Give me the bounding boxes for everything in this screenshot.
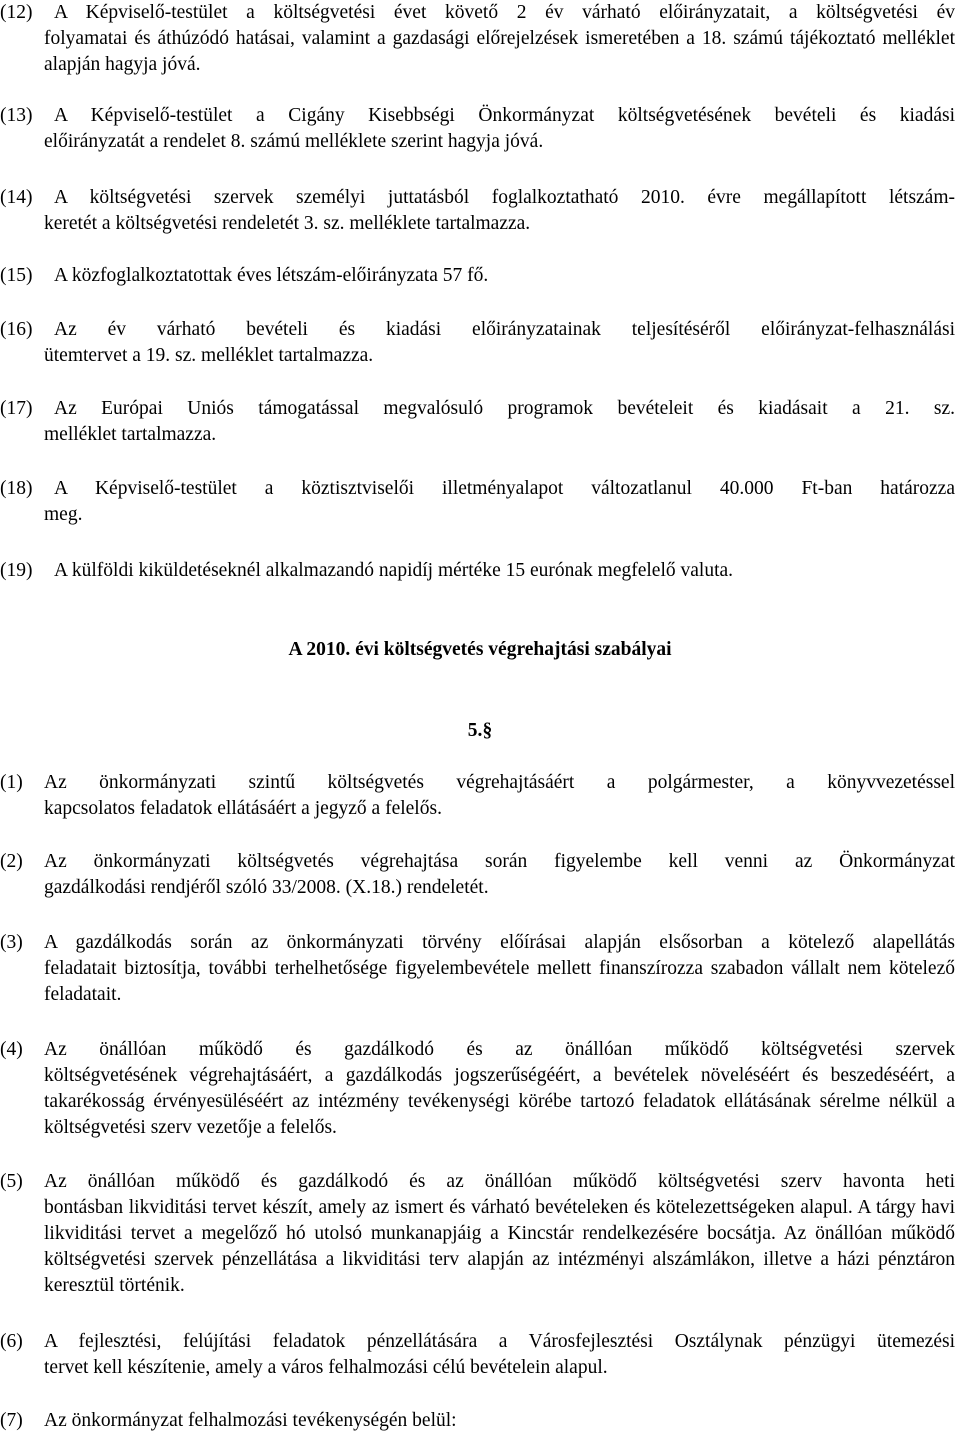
paragraph-number: (16) — [0, 319, 33, 340]
paragraph-number: (19) — [0, 560, 33, 581]
paragraph-1 — [0, 770, 955, 822]
paragraph-number: (6) — [0, 1331, 23, 1352]
paragraph-text: Az önkormányzati szintű költségvetés végrehajtásáért a polgármester, a könyvvezetéssel — [44, 772, 955, 793]
paragraph-text: A fejlesztési, felújítási feladatok pénzellátására a Városfejlesztési Osztálynak pénzügyi ütemezési — [44, 1331, 955, 1352]
paragraph-number: (2) — [0, 851, 23, 872]
paragraph-19 — [0, 558, 955, 584]
paragraph-text-continued: meg. — [44, 504, 83, 525]
paragraph-text: A Képviselő-testület a Cigány Kisebbségi Önkormányzat költségvetésének bevételi és kiadási — [54, 105, 955, 126]
paragraph-5 — [0, 1169, 955, 1299]
paragraph-text: A külföldi kiküldetéseknél alkalmazandó napidíj mértéke 15 eurónak megfelelő valuta. — [54, 560, 734, 581]
paragraph-text: A közfoglalkoztatottak éves létszám-előirányzata 57 fő. — [54, 265, 489, 286]
paragraph-number: (14) — [0, 187, 33, 208]
paragraph-text: Az év várható bevételi és kiadási előirányzatainak teljesítéséről előirányzat-felhasználási — [54, 319, 955, 340]
paragraph-text-continued: bontásban likviditási tervet készít, amely az ismert és várható bevételeken és kötelezettségeken alapul. A tárgy havi likviditási tervet a megelőző hó utolsó munkanapjáig a Kincstár rendelkezésére bocsátja. Az önállóan működő költségvetési szervek pénzellátása a likviditási terv alapján az intézményi alszámlákon, illetve a házi pénztáron keresztül történik. — [44, 1197, 955, 1296]
paragraph-text-continued: előirányzatát a rendelet 8. számú melléklete szerint hagyja jóvá. — [44, 131, 544, 152]
paragraph-text: A Képviselő-testület a költségvetési évet követő 2 év várható előirányzatait, a költségvetési év — [54, 2, 955, 23]
paragraph-number: (3) — [0, 932, 23, 953]
paragraph-13 — [0, 103, 955, 155]
section-number-text: 5. — [467, 720, 483, 741]
paragraph-text-continued: költségvetésének végrehajtásáért, a gazdálkodás jogszerűségéért, a bevételek növeléséért és beszedéséért, a takarékosság érvényesüléséért az intézmény tevékenységi körébe tartozó feladatok ellátásának sérelme nélkül a költségvetési szerv vezetője a felelős. — [44, 1065, 955, 1138]
paragraph-6 — [0, 1329, 955, 1381]
paragraph-text-continued: kapcsolatos feladatok ellátásáért a jegyző a felelős. — [44, 798, 442, 819]
paragraph-number: (7) — [0, 1410, 23, 1431]
paragraph-number: (1) — [0, 772, 23, 793]
paragraph-2 — [0, 849, 955, 901]
paragraph-text: A Képviselő-testület a köztisztviselői illetményalapot változatlanul 40.000 Ft-ban határozza — [54, 478, 955, 499]
paragraph-18 — [0, 476, 955, 528]
section-sign: § — [482, 720, 493, 741]
paragraph-7 — [0, 1408, 955, 1434]
section-heading: A 2010. évi költségvetés végrehajtási szabályai — [288, 639, 672, 660]
paragraph-text: Az önállóan működő és gazdálkodó és az önállóan működő költségvetési szerv havonta heti — [44, 1171, 955, 1192]
paragraph-number: (18) — [0, 478, 33, 499]
paragraph-number: (17) — [0, 398, 33, 419]
paragraph-text-continued: melléklet tartalmazza. — [44, 424, 217, 445]
paragraph-text-continued: feladatait biztosítja, további terhelhetősége figyelembevétele mellett finanszírozza szabadon vállalt nem kötelező feladatait. — [44, 958, 955, 1005]
paragraph-17 — [0, 396, 955, 448]
paragraph-14 — [0, 185, 955, 237]
paragraph-text-continued: ütemtervet a 19. sz. melléklet tartalmazza. — [44, 345, 374, 366]
paragraph-text-continued: tervet kell készítenie, amely a város felhalmozási célú bevételein alapul. — [44, 1357, 608, 1378]
paragraph-15 — [0, 263, 955, 289]
section-number — [0, 718, 960, 744]
paragraph-text: A költségvetési szervek személyi juttatásból foglalkoztatható 2010. évre megállapított létszám- — [54, 187, 955, 208]
paragraph-number: (13) — [0, 105, 33, 126]
paragraph-text: Az önállóan működő és gazdálkodó és az önállóan működő költségvetési szervek — [44, 1039, 955, 1060]
paragraph-text: Az önkormányzat felhalmozási tevékenységén belül: — [44, 1410, 457, 1431]
paragraph-3 — [0, 930, 955, 1008]
paragraph-text-continued: keretét a költségvetési rendeletét 3. sz. melléklete tartalmazza. — [44, 213, 531, 234]
paragraph-text: A gazdálkodás során az önkormányzati törvény előírásai alapján elsősorban a kötelező alapellátás — [44, 932, 955, 953]
paragraph-number: (12) — [0, 2, 33, 23]
paragraph-number: (4) — [0, 1039, 23, 1060]
paragraph-number: (15) — [0, 265, 33, 286]
paragraph-4 — [0, 1037, 955, 1141]
paragraph-text-continued: gazdálkodási rendjéről szóló 33/2008. (X.18.) rendeletét. — [44, 877, 489, 898]
paragraph-12 — [0, 0, 955, 78]
paragraph-text: Az Európai Uniós támogatással megvalósuló programok bevételeit és kiadásait a 21. sz. — [54, 398, 955, 419]
paragraph-16 — [0, 317, 955, 369]
paragraph-text-continued: folyamatai és áthúzódó hatásai, valamint a gazdasági előrejelzések ismeretében a 18. számú tájékoztató melléklet alapján hagyja jóvá. — [44, 28, 955, 75]
paragraph-number: (5) — [0, 1171, 23, 1192]
paragraph-text: Az önkormányzati költségvetés végrehajtása során figyelembe kell venni az Önkormányzat — [44, 851, 955, 872]
